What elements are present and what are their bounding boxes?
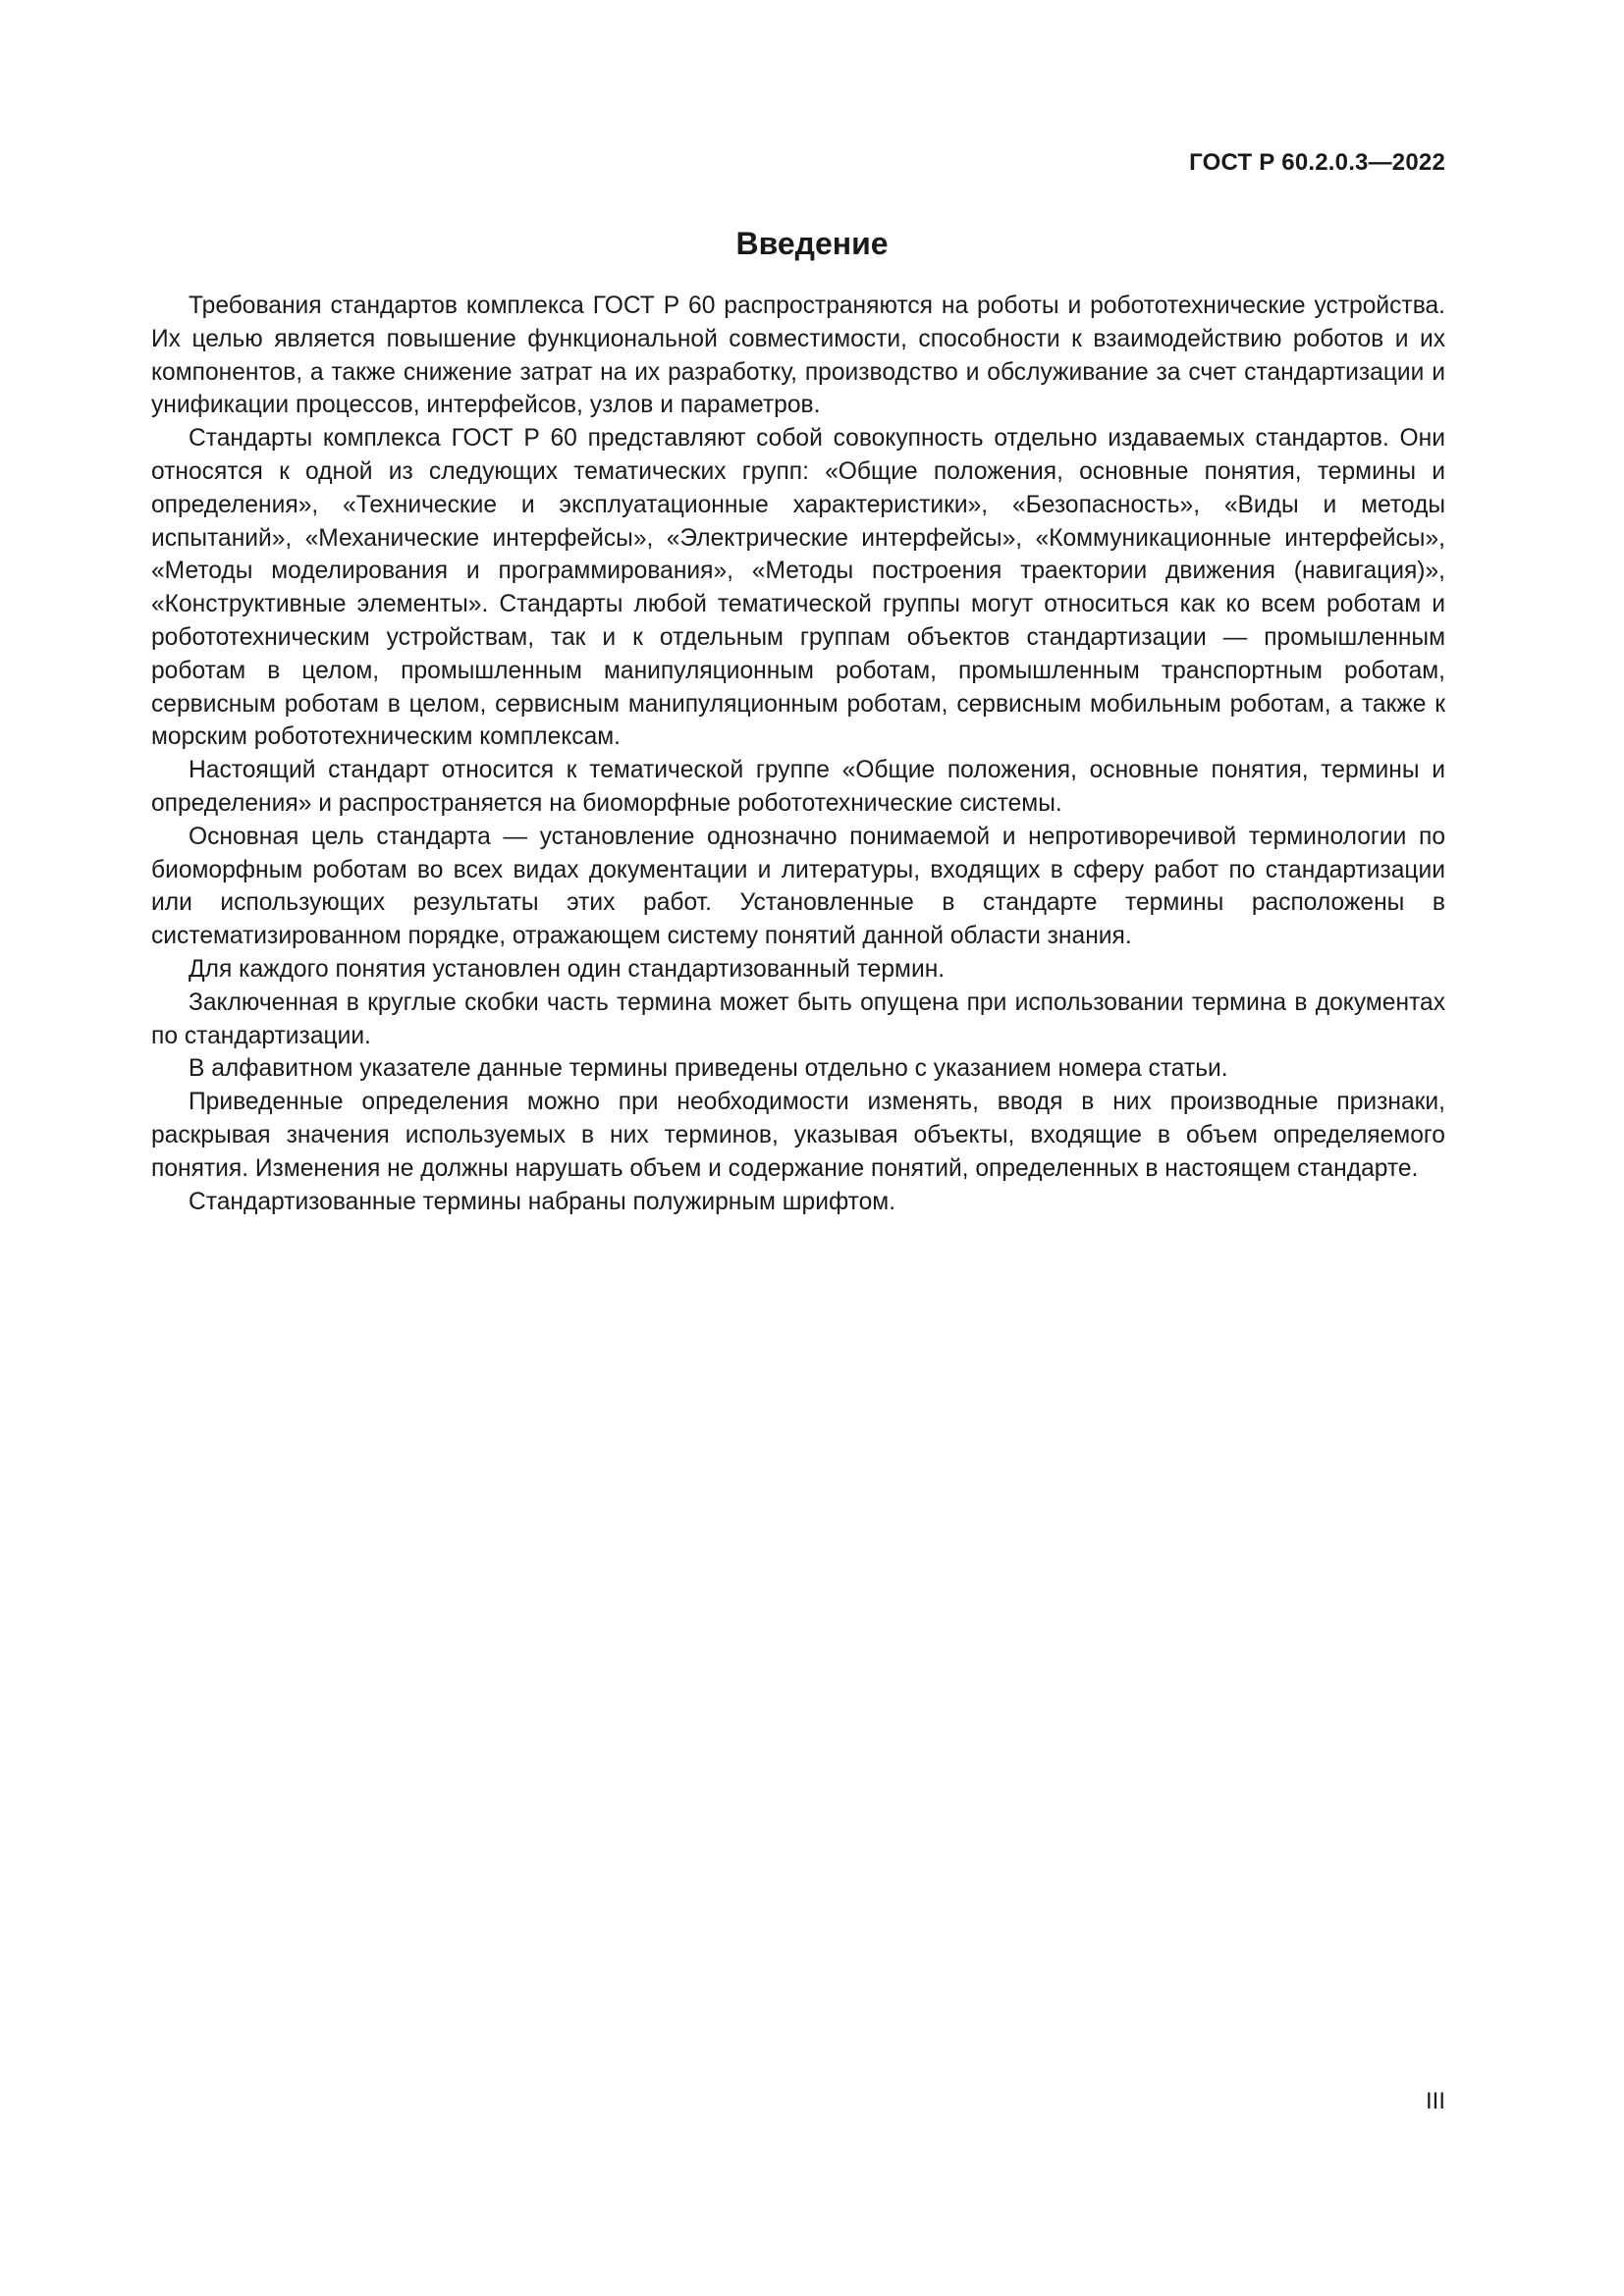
- document-code: ГОСТ Р 60.2.0.3—2022: [1189, 149, 1445, 176]
- introduction-body: [151, 290, 1445, 1218]
- paragraph: Для каждого понятия установлен один стандартизованный термин.: [189, 955, 946, 983]
- paragraph: Настоящий стандарт относится к тематической группе «Общие положения, основные понятия, термины и определения» и распространяется на биоморфные робототехнические системы.: [151, 757, 1445, 817]
- paragraph: Стандарты комплекса ГОСТ Р 60 представляют собой совокупность отдельно издаваемых стандартов. Они относятся к одной из следующих тематических групп: «Общие положения, основные понятия, термины и определения», «Технические и эксплуатационные характеристики», «Безопасность», «Виды и методы испытаний», «Механические интерфейсы», «Электрические интерфейсы», «Коммуникационные интерфейсы», «Методы моделирования и программирования», «Методы построения траектории движения (навигация)», «Конструктивные элементы». Стандарты любой тематической группы могут относиться как ко всем роботам и робототехническим устройствам, так и к отдельным группам объектов стандартизации — промышленным роботам в целом, промышленным манипуляционным роботам, промышленным транспортным роботам, сервисным роботам в целом, сервисным манипуляционным роботам, сервисным мобильным роботам, а также к морским робототехническим комплексам.: [151, 425, 1445, 751]
- paragraph: Заключенная в круглые скобки часть термина может быть опущена при использовании термина в документах по стандартизации.: [151, 988, 1445, 1049]
- paragraph: В алфавитном указателе данные термины приведены отдельно с указанием номера статьи.: [189, 1055, 1228, 1083]
- paragraph: Требования стандартов комплекса ГОСТ Р 60 распространяются на роботы и робототехнические устройства. Их целью является повышение функциональной совместимости, способности к взаимодействию роботов и их компонентов, а также снижение затрат на их разработку, производство и обслуживание за счет стандартизации и унификации процессов, интерфейсов, узлов и параметров.: [151, 293, 1445, 419]
- section-title: Введение: [735, 226, 889, 261]
- paragraph: Приведенные определения можно при необходимости изменять, вводя в них производные признаки, раскрывая значения используемых в них терминов, указывая объекты, входящие в объем определяемого понятия. Изменения не должны нарушать объем и содержание понятий, определенных в настоящем стандарте.: [151, 1089, 1445, 1182]
- paragraph: Основная цель стандарта — установление однозначно понимаемой и непротиворечивой терминологии по биоморфным роботам во всех видах документации и литературы, входящих в сферу работ по стандартизации или использующих результаты этих работ. Установленные в стандарте термины расположены в систематизированном порядке, отражающем систему понятий данной области знания.: [151, 823, 1445, 950]
- paragraph: Стандартизованные термины набраны полужирным шрифтом.: [189, 1188, 896, 1215]
- page-number: III: [1425, 2088, 1445, 2114]
